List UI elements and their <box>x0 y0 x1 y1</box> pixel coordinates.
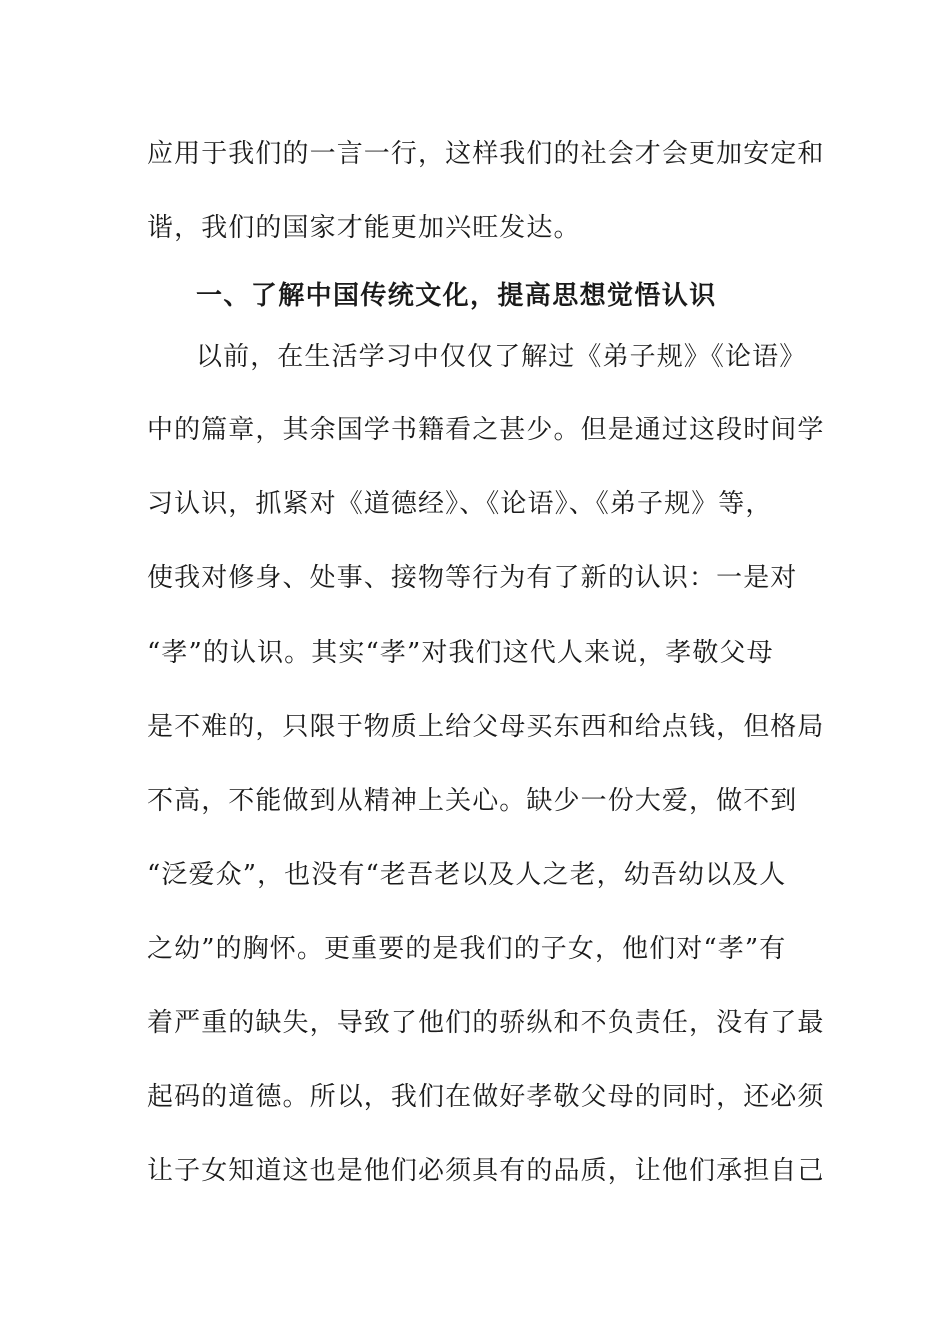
paragraph-line: 中的篇章，其余国学书籍看之甚少。但是通过这段时间学 <box>147 415 825 445</box>
section-heading: 一、了解中国传统文化，提高思想觉悟认识 <box>196 281 717 311</box>
paragraph-line: 谐，我们的国家才能更加兴旺发达。 <box>147 213 581 243</box>
paragraph-line: 使我对修身、处事、接物等行为有了新的认识：一是对 <box>147 563 798 593</box>
paragraph-line: 是不难的，只限于物质上给父母买东西和给点钱，但格局 <box>147 712 825 742</box>
paragraph-line: 不高，不能做到从精神上关心。缺少一份大爱，做不到 <box>147 786 798 816</box>
paragraph-line: 让子女知道这也是他们必须具有的品质，让他们承担自己 <box>147 1156 825 1186</box>
paragraph-line: 习认识，抓紧对《道德经》、《论语》、《弟子规》等， <box>147 489 773 519</box>
paragraph-line: 以前，在生活学习中仅仅了解过《弟子规》《论语》 <box>196 342 807 372</box>
paragraph-line: “泛爱众”，也没有“老吾老以及人之老，幼吾幼以及人 <box>147 860 787 890</box>
paragraph-line: 起码的道德。所以，我们在做好孝敬父母的同时，还必须 <box>147 1082 825 1112</box>
paragraph-line: “孝”的认识。其实“孝”对我们这代人来说，孝敬父母 <box>147 638 774 668</box>
paragraph-line: 应用于我们的一言一行，这样我们的社会才会更加安定和 <box>147 139 825 169</box>
paragraph-line: 之幼”的胸怀。更重要的是我们的子女，他们对“孝”有 <box>147 934 787 964</box>
paragraph-line: 着严重的缺失，导致了他们的骄纵和不负责任，没有了最 <box>147 1008 825 1038</box>
